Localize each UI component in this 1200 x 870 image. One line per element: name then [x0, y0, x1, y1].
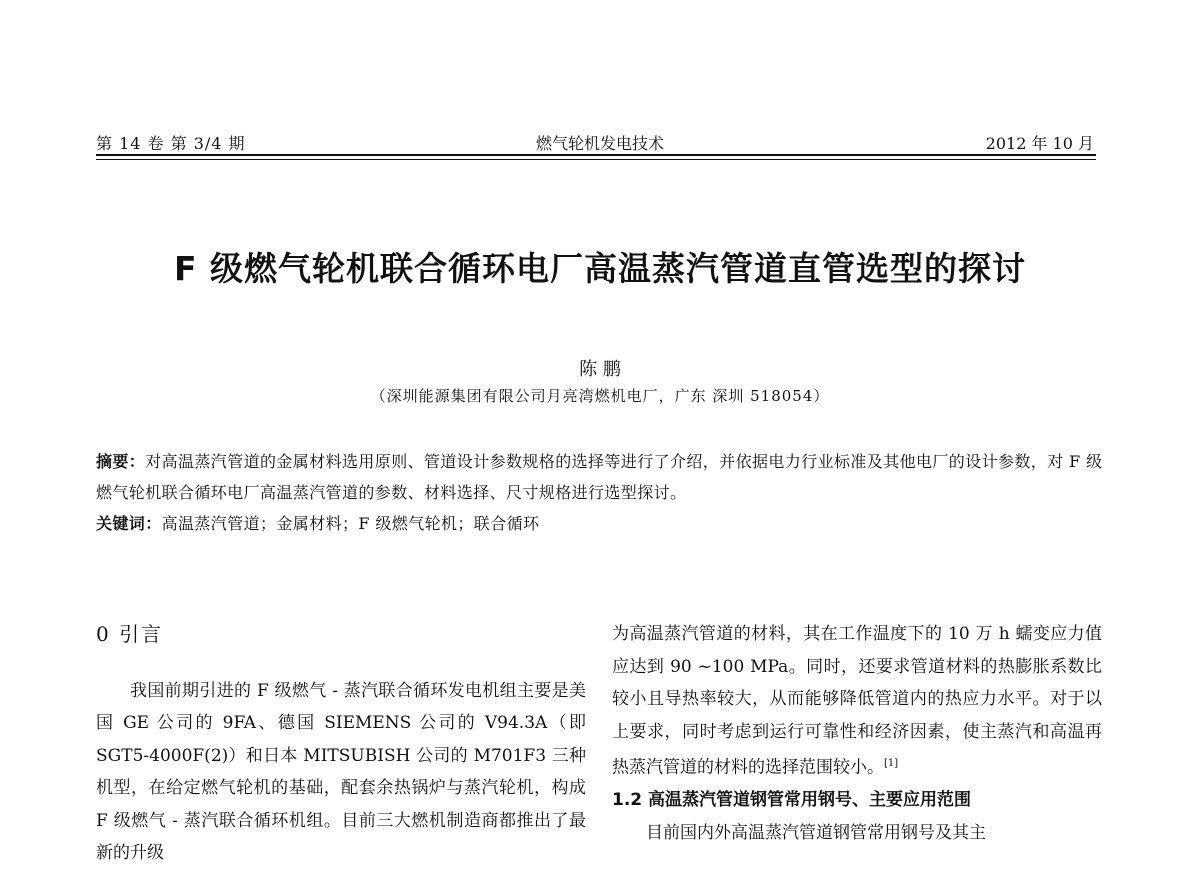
running-header-journal: 燃气轮机发电技术 — [535, 134, 664, 153]
citation-ref: [1] — [884, 758, 899, 769]
body-paragraph-text: 为高温蒸汽管道的材料，其在工作温度下的 10 万 h 蠕变应力值应达到 90 ~100 MPa。同时，还要求管道材料的热膨胀系数比较小且导热率较大，从而能够降低管道内的热应力水平。对于以上要求，同时考虑到运行可靠性和经济因素，使主蒸汽和高温再热蒸汽管道的材料的选择范围较小。 — [612, 624, 1102, 778]
body-paragraph — [612, 618, 1102, 784]
right-column — [612, 618, 1102, 849]
abstract-block — [96, 446, 1106, 539]
abstract — [96, 446, 1106, 508]
author-name: 陈 鹏 — [579, 359, 621, 380]
subsection-heading: 1.2 高温蒸汽管道钢管常用钢号、主要应用范围 — [612, 790, 972, 811]
running-header-date: 2012 年 10 月 — [985, 134, 1094, 153]
author-affiliation: （深圳能源集团有限公司月亮湾燃机电厂，广东 深圳 518054） — [370, 387, 830, 405]
left-column — [96, 618, 586, 870]
header-rule — [96, 154, 1096, 156]
article-title: F 级燃气轮机联合循环电厂高温蒸汽管道直管选型的探讨 — [173, 249, 1027, 288]
abstract-label: 摘要： — [96, 452, 146, 471]
keywords — [96, 508, 1106, 539]
header-rule-thin — [96, 159, 1096, 160]
running-header-volume: 第 14 卷 第 3/4 期 — [96, 134, 246, 153]
body-paragraph-2: 目前国内外高温蒸汽管道钢管常用钢号及其主 — [646, 822, 986, 843]
intro-paragraph: 我国前期引进的 F 级燃气 - 蒸汽联合循环发电机组主要是美国 GE 公司的 9FA、德国 SIEMENS 公司的 V94.3A（即 SGT5-4000F(2)）和日本 MITSUBISH 公司的 M701F3 三种机型，在给定燃气轮机的基础，配套余热锅炉与蒸汽轮机，构成 F 级燃气 - 蒸汽联合循环机组。目前三大燃机制造商都推出了最新的升级 — [96, 680, 586, 863]
section-heading-intro: 0 引言 — [96, 622, 164, 646]
keywords-text: 高温蒸汽管道；金属材料；F 级燃气轮机；联合循环 — [161, 514, 540, 533]
abstract-text: 对高温蒸汽管道的金属材料选用原则、管道设计参数规格的选择等进行了介绍，并依据电力行业标准及其他电厂的设计参数，对 F 级燃气轮机联合循环电厂高温蒸汽管道的参数、材料选择、尺寸规格进行选型探讨。 — [96, 452, 1103, 502]
keywords-label: 关键词： — [96, 514, 162, 533]
